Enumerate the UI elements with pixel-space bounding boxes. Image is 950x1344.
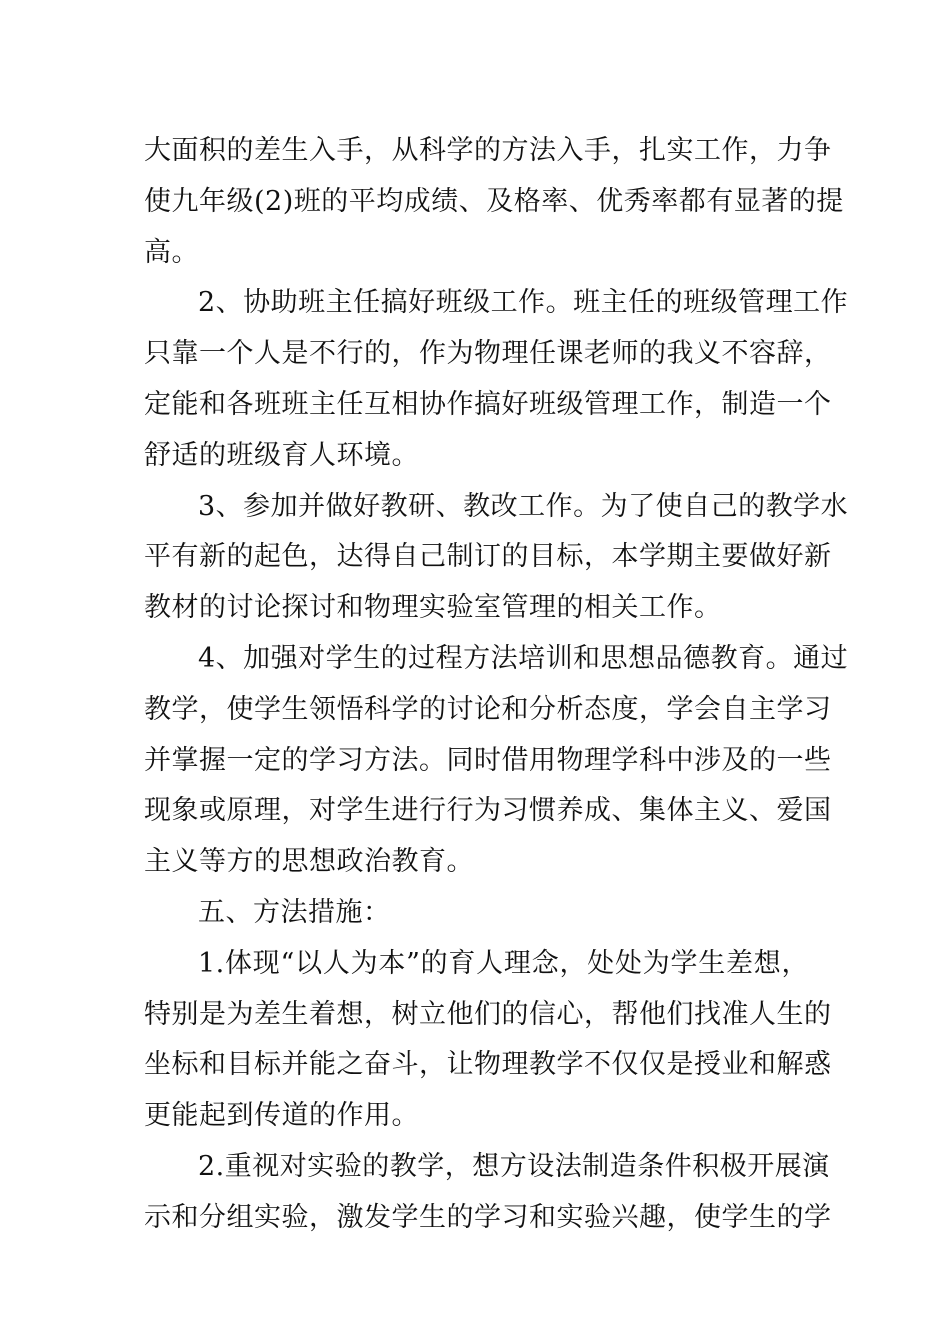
text-line: 1.体现“以人为本”的育人理念，处处为学生差想， (198, 947, 809, 979)
paragraph-4 (144, 634, 849, 888)
text-line: 更能起到传道的作用。 (144, 1100, 419, 1132)
text-line: 只靠一个人是不行的，作为物理任课老师的我义不容辞， (144, 338, 832, 370)
text-line: 使九年级(2)班的平均成绩、及格率、优秀率都有显著的提 (144, 185, 844, 217)
paragraph-1 (144, 126, 844, 278)
paragraph-3 (144, 482, 849, 634)
document-body (144, 126, 849, 1244)
section-heading (144, 888, 809, 939)
text-line: 2.重视对实验的教学，想方设法制造条件积极开展演 (198, 1150, 830, 1182)
text-line: 平有新的起色，达得自己制订的目标，本学期主要做好新 (144, 541, 832, 573)
text-line: 大面积的差生入手，从科学的方法入手，扎实工作，力争 (144, 135, 832, 166)
paragraph-6 (144, 1142, 832, 1244)
text-line: 2、协助班主任搞好班级工作。班主任的班级管理工作 (198, 287, 849, 319)
text-line: 教学，使学生领悟科学的讨论和分析态度，学会自主学习 (144, 693, 832, 725)
text-line: 主义等方的思想政治教育。 (144, 846, 474, 878)
paragraph-5 (144, 939, 832, 1142)
text-line: 定能和各班班主任互相协作搞好班级管理工作，制造一个 (144, 388, 832, 420)
text-line: 高。 (144, 236, 199, 268)
text-line: 五、方法措施： (198, 896, 391, 928)
text-line: 现象或原理，对学生进行行为习惯养成、集体主义、爱国 (144, 795, 832, 827)
text-line: 舒适的班级育人环境。 (144, 439, 419, 471)
text-line: 坐标和目标并能之奋斗，让物理教学不仅仅是授业和解惑 (144, 1049, 832, 1081)
text-line: 3、参加并做好教研、教改工作。为了使自己的教学水 (198, 490, 849, 522)
text-line: 教材的讨论探讨和物理实验室管理的相关工作。 (144, 592, 722, 624)
text-line: 并掌握一定的学习方法。同时借用物理学科中涉及的一些 (144, 744, 832, 776)
text-line: 示和分组实验，激发学生的学习和实验兴趣，使学生的学 (144, 1201, 832, 1233)
text-line: 特别是为差生着想，树立他们的信心，帮他们找准人生的 (144, 998, 832, 1030)
text-line: 4、加强对学生的过程方法培训和思想品德教育。通过 (198, 642, 849, 674)
paragraph-2 (144, 278, 849, 481)
